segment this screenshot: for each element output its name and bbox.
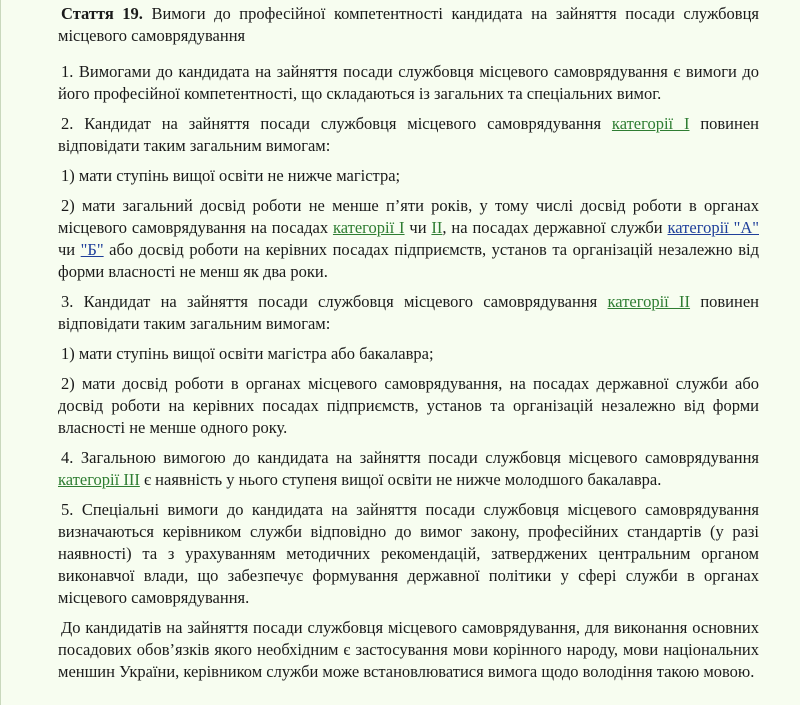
paragraph-6: До кандидатів на зайняття посади службовця місцевого самоврядування, для виконання основних посадових обов’язків якого необхідним є застосування мови корінного народу, мови національних меншин України, керівником служби може встановлюватися вимога щодо володіння такою мовою. [58,618,759,681]
article-number: Стаття 19. [61,4,143,23]
paragraph-5: 5. Спеціальні вимоги до кандидата на зайняття посади службовця місцевого самоврядування визначаються керівником служби відповідно до вимог закону, професійних стандартів (у разі наявності) та з урахуванням методичних рекомендацій, затверджених центральним органом виконавчої влади, що забезпечує формування державної політики у сфері служби в органах місцевого самоврядування. [58,500,759,607]
link-category-1[interactable]: категорії І [611,114,690,133]
paragraph-2-item-2-text-c: , на посадах державної служби [442,218,668,237]
paragraph-3 [58,291,759,335]
paragraph-2-item-2 [58,195,759,283]
paragraph-4-text-start: 4. Загальною вимогою до кандидата на зайняття посади службовця місцевого самоврядування [61,448,759,467]
paragraph-3-item-1: 1) мати ступінь вищої освіти магістра або бакалавра; [61,344,434,363]
paragraph-3-text-start: 3. Кандидат на зайняття посади службовця місцевого самоврядування [61,292,608,311]
paragraph-1: 1. Вимогами до кандидата на зайняття посади службовця місцевого самоврядування є вимоги до його професійної компетентності, що складаються із загальних та спеціальних вимог. [58,62,759,103]
link-category-b[interactable]: "Б" [80,240,104,259]
paragraph-2-item-1: 1) мати ступінь вищої освіти не нижче магістра; [61,166,401,185]
link-category-3[interactable]: категорії ІІІ [58,470,140,489]
article-title: Вимоги до професійної компетентності кандидата на зайняття посади службовця місцевого самоврядування [58,4,759,45]
paragraph-2-text-start: 2. Кандидат на зайняття посади службовця місцевого самоврядування [61,114,612,133]
paragraph-2-item-2-text-d: чи [58,240,81,259]
paragraph-2-item-2-text-b: чи [404,218,432,237]
paragraph-4-text-end: є наявність у нього ступеня вищої освіти не нижче молодшого бакалавра. [139,470,662,489]
paragraph-3-item-2: 2) мати досвід роботи в органах місцевого самоврядування, на посадах державної служби або досвід роботи на керівних посадах підприємств, установ та організацій незалежно від форми власності не менше одного року. [58,374,759,437]
paragraph-2 [58,113,759,157]
paragraph-2-item-2-text-a: 2) мати загальний досвід роботи не менше п’яти років, у тому числі досвід роботи в органах місцевого самоврядування на посадах [58,196,759,237]
paragraph-4 [58,447,759,491]
article-heading [58,3,759,47]
link-category-2-b[interactable]: категорії ІІ [607,292,691,311]
link-category-1-b[interactable]: категорії І [332,218,405,237]
paragraph-2-text-end: повинен відповідати таким загальним вимогам: [58,114,760,155]
paragraph-3-text-end: повинен відповідати таким загальним вимогам: [58,292,759,333]
link-category-a[interactable]: категорії "А" [667,218,759,237]
paragraph-2-item-2-text-e: або досвід роботи на керівних посадах підприємств, установ та організацій незалежно від форми власності не менш як два роки. [58,240,759,281]
link-category-2[interactable]: ІІ [431,218,443,237]
